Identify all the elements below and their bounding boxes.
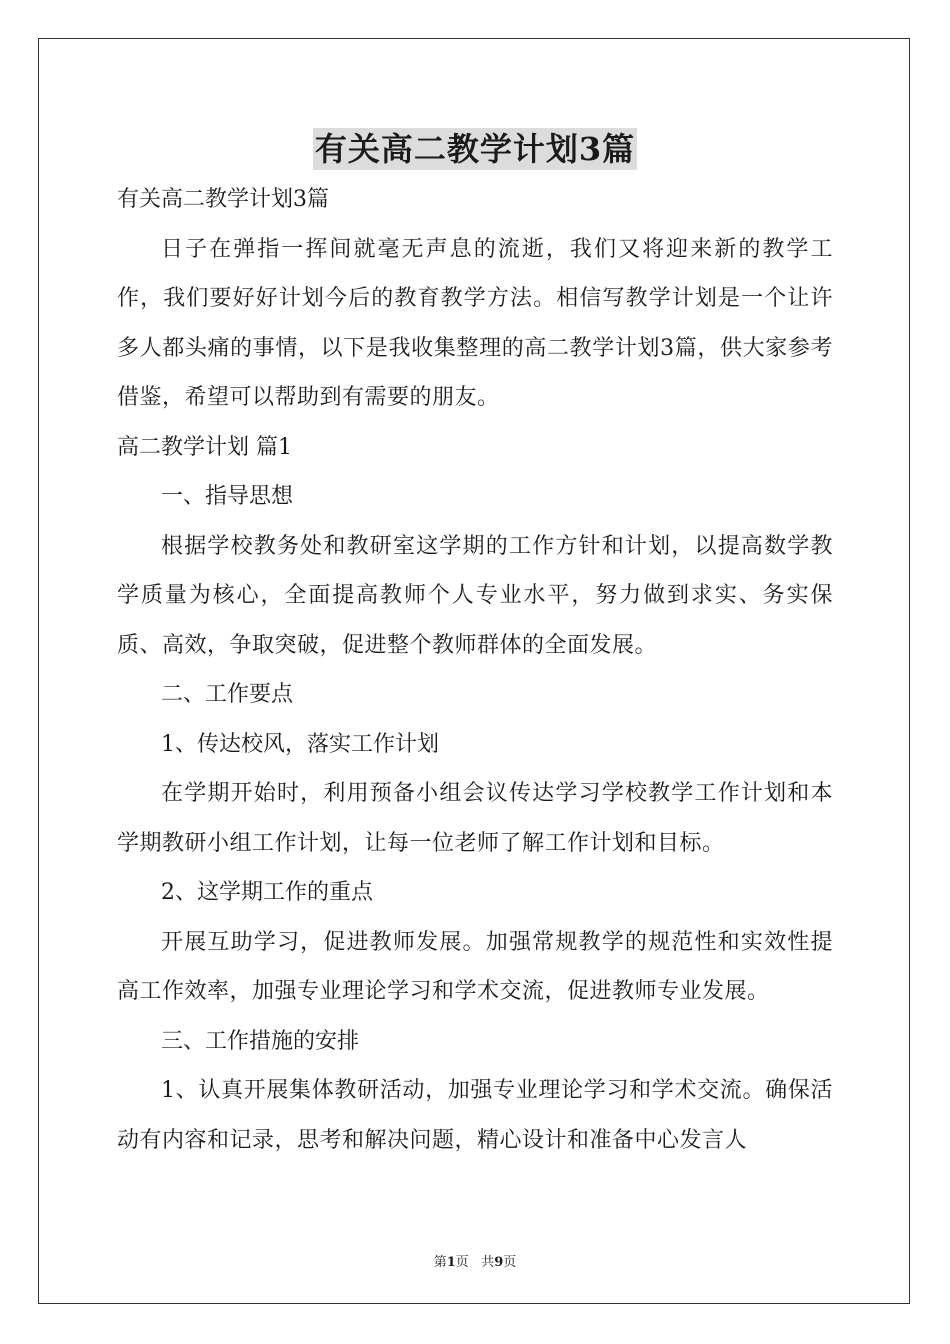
document-subtitle: 有关高二教学计划3篇 (117, 187, 329, 212)
total-pages: 9 (494, 1255, 504, 1270)
page-suffix: 页 (455, 1255, 469, 1270)
section-heading: 高二教学计划 篇1 (117, 434, 292, 460)
page-number: 1 (446, 1255, 456, 1270)
total-suffix: 页 (503, 1255, 517, 1270)
heading-point-2: 2、这学期工作的重点 (161, 880, 373, 905)
heading-work-measures: 三、工作措施的安排 (161, 1028, 360, 1054)
document-title: 有关高二教学计划3篇 (314, 130, 636, 168)
page-footer (0, 1251, 950, 1270)
heading-work-points: 二、工作要点 (161, 682, 294, 707)
intro-paragraph: 日子在弹指一挥间就毫无声息的流逝，我们又将迎来新的教学工作，我们要好好计划今后的教育教学方法。相信写教学计划是一个让许多人都头痛的事情，以下是我收集整理的高二教学计划3篇，供大家参考借鉴，希望可以帮助到有需要的朋友。 (117, 236, 833, 410)
title-container (0, 128, 950, 170)
document-body (117, 175, 833, 1165)
paragraph-point-1: 在学期开始时，利用预备小组会议传达学习学校教学工作计划和本学期教研小组工作计划，让每一位老师了解工作计划和目标。 (117, 781, 833, 856)
paragraph-measure-1: 1、认真开展集体教研活动，加强专业理论学习和学术交流。确保活动有内容和记录，思考和解决问题，精心设计和准备中心发言人 (117, 1078, 833, 1153)
page-prefix: 第 (433, 1255, 447, 1270)
heading-point-1: 1、传达校风，落实工作计划 (161, 731, 439, 757)
paragraph-guiding-ideology: 根据学校教务处和教研室这学期的工作方针和计划，以提高数学教学质量为核心，全面提高教师个人专业水平，努力做到求实、务实保质、高效，争取突破，促进整个教师群体的全面发展。 (117, 533, 833, 658)
heading-guiding-ideology: 一、指导思想 (161, 484, 294, 509)
total-prefix: 共 (481, 1255, 495, 1270)
paragraph-point-2: 开展互助学习，促进教师发展。加强常规教学的规范性和实效性提高工作效率，加强专业理论学习和学术交流，促进教师专业发展。 (117, 929, 833, 1004)
